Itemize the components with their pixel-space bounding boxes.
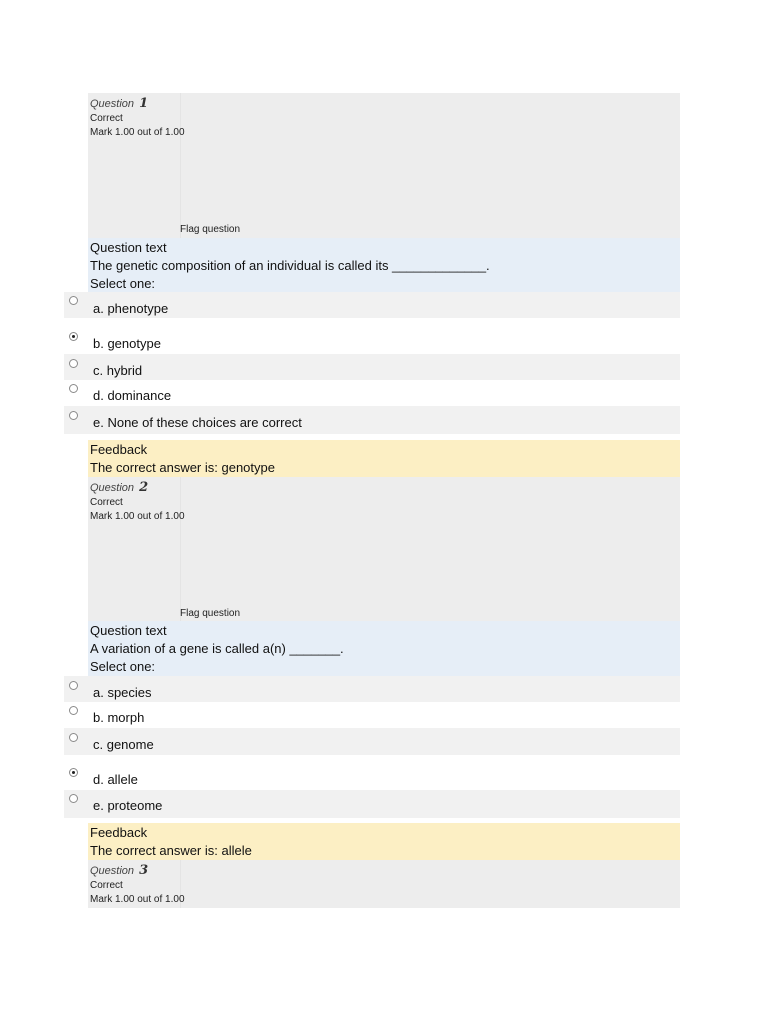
- radio-button[interactable]: [69, 706, 78, 715]
- option-label: a. phenotype: [93, 301, 169, 316]
- question-1-option-d[interactable]: [64, 380, 680, 406]
- option-label: b. morph: [93, 710, 145, 725]
- flag-question-link[interactable]: Flag question: [180, 224, 241, 235]
- question-3-heading: [90, 863, 148, 878]
- radio-button-selected[interactable]: [69, 332, 78, 341]
- radio-button[interactable]: [69, 384, 78, 393]
- info-divider: [180, 93, 181, 238]
- select-one-prompt: Select one:: [90, 659, 156, 674]
- option-label: c. hybrid: [93, 363, 143, 378]
- radio-button[interactable]: [69, 733, 78, 742]
- question-2-option-b[interactable]: [64, 702, 680, 728]
- question-2-option-d[interactable]: [64, 755, 680, 790]
- question-1-text-block: [88, 238, 680, 292]
- question-2-grade: Mark 1.00 out of 1.00: [90, 511, 185, 522]
- question-2-heading: [90, 480, 148, 495]
- feedback-text: The correct answer is: allele: [90, 843, 252, 858]
- question-2-option-e[interactable]: [64, 790, 680, 818]
- feedback-text: The correct answer is: genotype: [90, 460, 275, 475]
- question-text-heading: Question text: [90, 240, 167, 255]
- radio-button[interactable]: [69, 296, 78, 305]
- radio-button[interactable]: [69, 794, 78, 803]
- option-label: a. species: [93, 685, 152, 700]
- select-one-prompt: Select one:: [90, 276, 156, 291]
- feedback-heading: Feedback: [90, 442, 148, 457]
- question-number: 1: [139, 96, 149, 111]
- question-1-option-b[interactable]: [64, 318, 680, 354]
- question-3-grade: Mark 1.00 out of 1.00: [90, 894, 185, 905]
- question-3-info: [88, 860, 680, 908]
- question-1-grade: Mark 1.00 out of 1.00: [90, 127, 185, 138]
- question-label: Question: [90, 98, 135, 110]
- radio-button[interactable]: [69, 359, 78, 368]
- question-2-text: A variation of a gene is called a(n) _______.: [90, 641, 344, 656]
- question-2-state: Correct: [90, 497, 123, 508]
- question-label: Question: [90, 482, 135, 494]
- question-1-info: [88, 93, 680, 238]
- question-2-text-block: [88, 621, 680, 676]
- option-label: c. genome: [93, 737, 154, 752]
- question-text-heading: Question text: [90, 623, 167, 638]
- question-1-heading: [90, 96, 148, 111]
- question-2-option-c[interactable]: [64, 728, 680, 755]
- option-label: b. genotype: [93, 336, 161, 351]
- option-label: e. proteome: [93, 798, 163, 813]
- question-1-state: Correct: [90, 113, 123, 124]
- question-1-option-a[interactable]: [64, 292, 680, 318]
- option-label: d. allele: [93, 772, 138, 787]
- question-1-option-e[interactable]: [64, 406, 680, 434]
- question-3-state: Correct: [90, 880, 123, 891]
- question-number: 3: [139, 863, 149, 878]
- feedback-heading: Feedback: [90, 825, 148, 840]
- question-1-feedback: [88, 440, 680, 477]
- radio-button-selected[interactable]: [69, 768, 78, 777]
- question-2-option-a[interactable]: [64, 676, 680, 702]
- question-2-feedback: [88, 823, 680, 860]
- flag-question-link[interactable]: Flag question: [180, 608, 241, 619]
- info-divider: [180, 477, 181, 621]
- question-1-option-c[interactable]: [64, 354, 680, 380]
- question-1-text: The genetic composition of an individual is called its _____________.: [90, 258, 490, 273]
- question-label: Question: [90, 865, 135, 877]
- option-label: e. None of these choices are correct: [93, 415, 302, 430]
- question-2-info: [88, 477, 680, 621]
- radio-button[interactable]: [69, 411, 78, 420]
- question-number: 2: [139, 480, 149, 495]
- radio-button[interactable]: [69, 681, 78, 690]
- option-label: d. dominance: [93, 388, 172, 403]
